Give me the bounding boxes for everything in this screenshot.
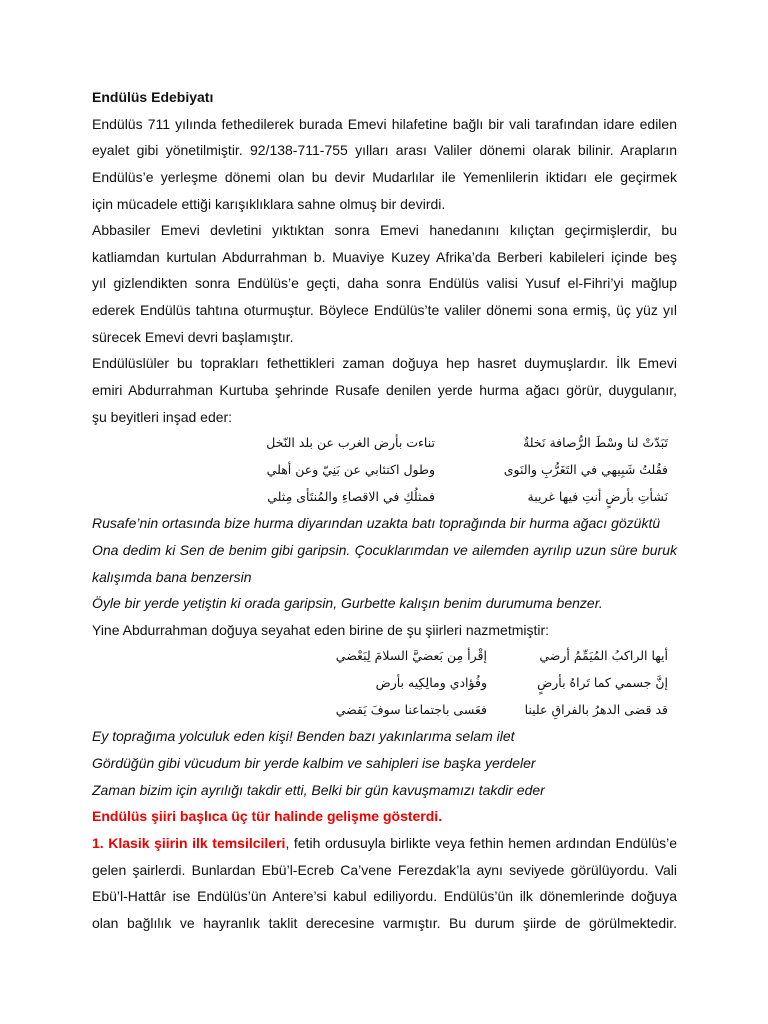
poem-2-translation	[92, 723, 677, 803]
poetry-types-heading: Endülüs şiiri başlıca üç tür halinde gelişme gösterdi.	[92, 808, 443, 825]
poem-1-translation	[92, 510, 677, 617]
paragraph-line: Abbasiler Emevi devletini yıktıktan sonra Emevi hanedanını kılıçtan geçirmişlerdir, bu	[92, 222, 677, 239]
verse-first-hemistich: قد قضى الدهرُ بالفراقِ علينا	[524, 701, 668, 717]
paragraph-line: şu beyitleri inşad eder:	[92, 408, 233, 425]
translation-line: Zaman bizim için ayrılığı takdir etti, Belki bir gün kavuşmamızı takdir eder	[92, 781, 545, 798]
translation-line: Ona dedim ki Sen de benim gibi garipsin. Çocuklarımdan ve ailemden ayrılıp uzun süre buruk	[92, 541, 677, 558]
paragraph-line: yıl gizlendikten sonra Endülüs’e geçti, daha sonra Endülüs valisi Yusuf el-Fihri’yi mağlup	[92, 275, 677, 292]
arabic-poem-1	[92, 430, 677, 510]
paragraph-line: eyalet gibi yönetilmiştir. 92/138-711-755 yılları arası Valiler dönemi olarak bilinir. Arapların	[92, 142, 677, 159]
verse-second-hemistich: فعَسى باجتماعنا سوفَ يَقضي	[335, 701, 487, 717]
verse-row	[92, 670, 677, 697]
classic-poets-label: 1. Klasik şiirin ilk temsilcileri	[92, 834, 286, 851]
paragraph-line: katliamdan kurtulan Abdurrahman b. Muaviye Kuzey Afrika’da Berberi kabileleri içinde beş	[92, 248, 677, 265]
paragraph-line: Ebü’l-Hattâr ise Endülüs’ün Antere’si kabul ediliyordu. Endülüs’ün ilk dönemlerinde doğuya	[92, 888, 677, 905]
abbasids-paragraph	[92, 217, 677, 350]
paragraph-line: ederek Endülüs tahtına oturmuştur. Böylece Endülüs’te valiler dönemi sona ermiş, üç yüz yıl	[92, 302, 677, 319]
verse-first-hemistich: نَشأتِ بأرضٍ أنتِ فيها غريبة	[527, 488, 668, 504]
document-body	[92, 84, 677, 937]
verse-second-hemistich: فمثلُكِ في الاقصاءِ والمُنتَأى مِثلي	[267, 488, 435, 504]
verse-row	[92, 484, 677, 511]
verse-second-hemistich: وفُؤادي ومالِكِيه بأرض	[375, 675, 487, 691]
verse-second-hemistich: تناءت بأرض الغرب عن بلد النّخل	[266, 435, 435, 451]
translation-line: Rusafe’nin ortasında bize hurma diyarından uzakta batı toprağında bir hurma ağacı gözüktü	[92, 515, 661, 532]
verse-first-hemistich: أيها الراكبُ المُيَمِّمُ أرضي	[539, 648, 668, 664]
paragraph-line: gelen şairlerdi. Bunlardan Ebü’l-Ecreb Ca’vene Ferezdak’la aynı seviyede görülüyordu. Vali	[92, 861, 677, 878]
verse-first-hemistich: فقُلتُ شَبِيهي في التَغَرُّبِ والنَوى	[503, 461, 668, 477]
paragraph-line	[92, 830, 677, 857]
verse-first-hemistich: تَبَدّتْ لنا وسْطَ الرُّصافة نَخلةٌ	[523, 435, 668, 451]
verse-second-hemistich: إقْرأ مِن بَعضيَّ السلامَ لِبَعْضي	[335, 648, 487, 664]
longing-paragraph	[92, 350, 677, 430]
arabic-poem-2	[92, 643, 677, 723]
verse-row	[92, 430, 677, 457]
classic-poets-paragraph	[92, 830, 677, 937]
translation-line: Öyle bir yerde yetiştin ki orada garipsin, Gurbette kalışın benim durumuma benzer.	[92, 595, 603, 612]
paragraph-line: sürecek Emevi devri başlamıştır.	[92, 328, 294, 345]
paragraph-line: için mücadele ettiği karışıklıklara sahne olmuş bir devirdi.	[92, 195, 446, 212]
intro-paragraph	[92, 111, 677, 218]
paragraph-line: Endülüslüler bu toprakları fethettikleri zaman doğuya hep hasret duymuşlardır. İlk Emevi	[92, 355, 677, 372]
paragraph-text: , fetih ordusuyla birlikte veya fethin hemen ardından Endülüs’e	[285, 834, 678, 851]
translation-line: kalışımda bana benzersin	[92, 568, 252, 585]
poem-2-intro: Yine Abdurrahman doğuya seyahat eden birine de şu şiirleri nazmetmiştir:	[92, 621, 550, 638]
verse-first-hemistich: إنَّ جسمي كما تَراهُ بأرضٍ	[537, 675, 668, 691]
translation-line: Ey toprağıma yolculuk eden kişi! Benden bazı yakınlarıma selam ilet	[92, 728, 515, 745]
document-title: Endülüs Edebiyatı	[92, 89, 214, 105]
paragraph-line: olan bağlılık ve hayranlık taklit derecesine varmıştır. Bu durum şiirde de görülmektedir.	[92, 914, 677, 931]
paragraph-line: Endülüs’e yerleşme dönemi olan bu devir Mudarlılar ile Yemenlilerin iktidarı ele geçirmek	[92, 168, 677, 185]
translation-line: Gördüğün gibi vücudum bir yerde kalbim ve sahipleri ise başka yerdeler	[92, 755, 536, 772]
paragraph-line: Endülüs 711 yılında fethedilerek burada Emevi hilafetine bağlı bir vali tarafından idare edilen	[92, 115, 677, 132]
verse-row	[92, 697, 677, 724]
verse-second-hemistich: وطول اكتئابي عن بَنِيّ وعن أهلي	[266, 461, 435, 477]
verse-row	[92, 457, 677, 484]
verse-row	[92, 643, 677, 670]
paragraph-line: emiri Abdurrahman Kurtuba şehrinde Rusafe denilen yerde hurma ağacı görür, duygulanır,	[92, 382, 677, 399]
